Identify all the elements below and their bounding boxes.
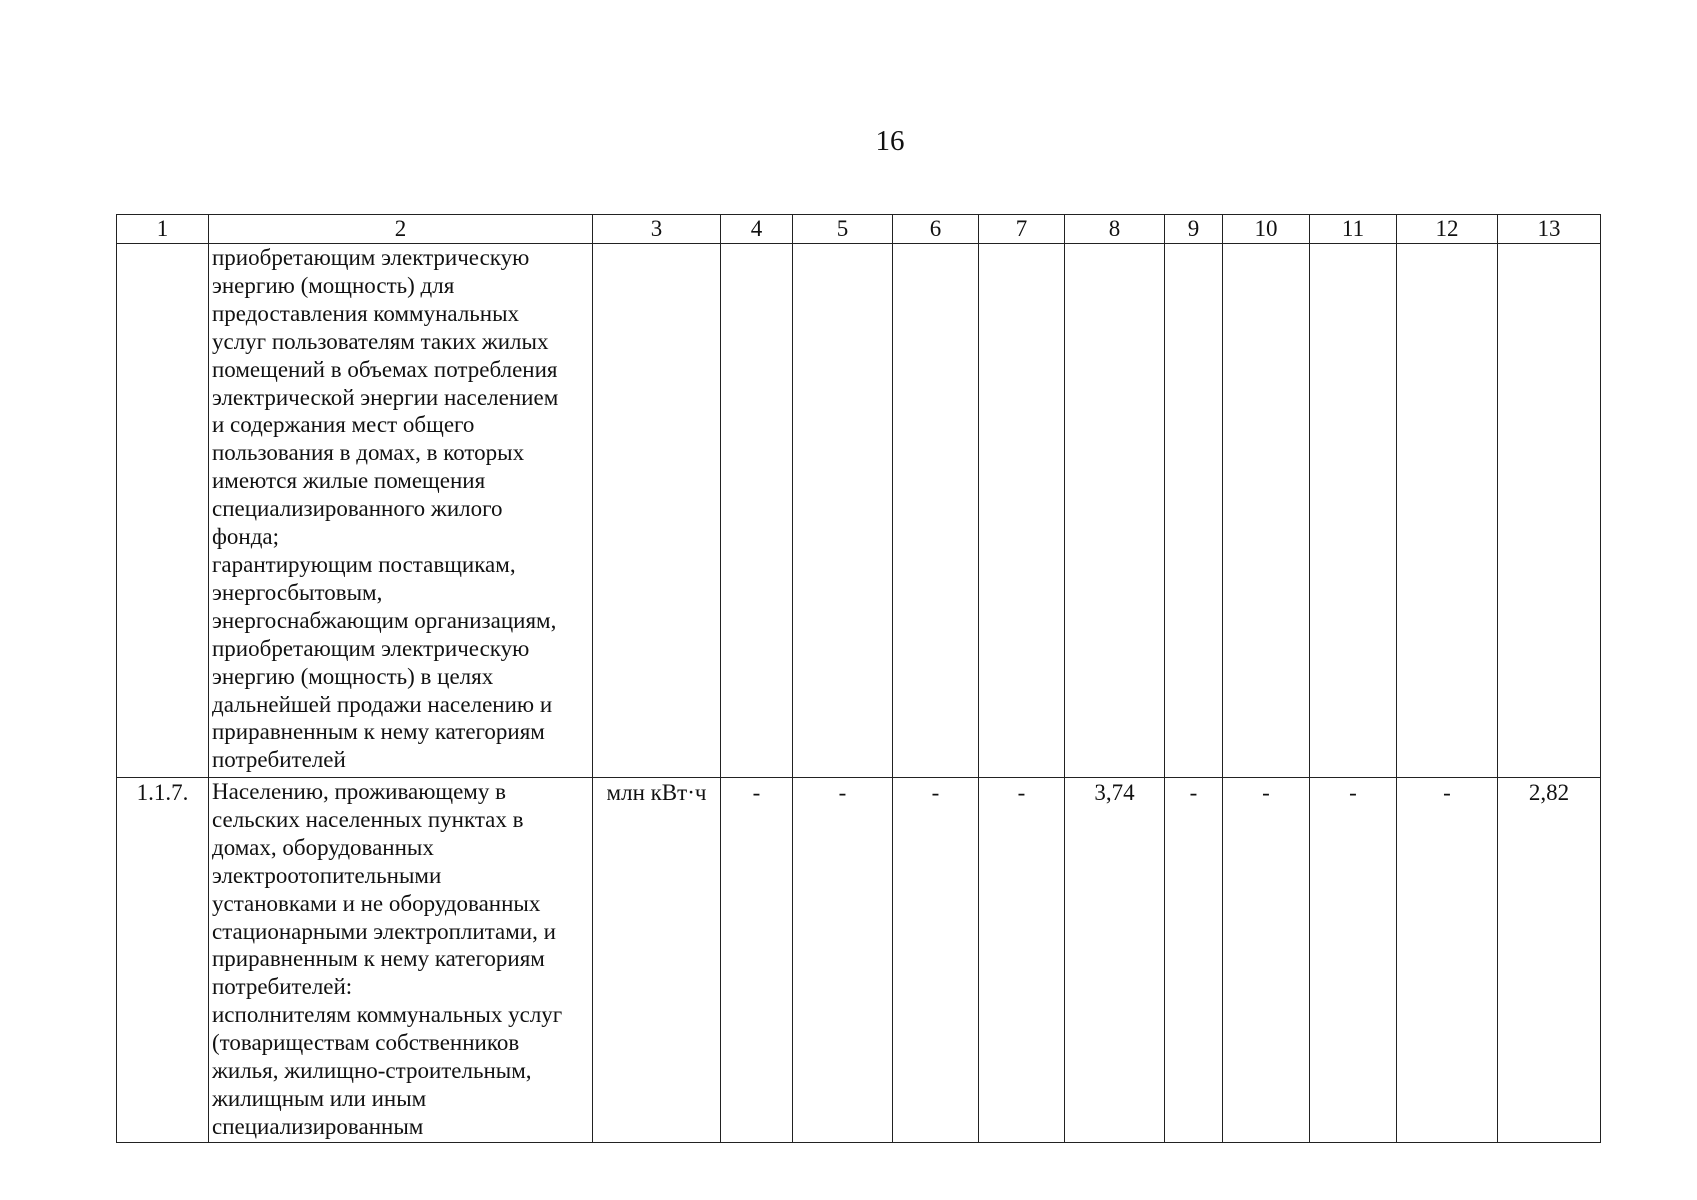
value-cell-12 — [1397, 244, 1498, 778]
value-cell-4 — [721, 244, 793, 778]
data-table — [116, 214, 1601, 1143]
row-number-cell: 1.1.7. — [117, 778, 209, 1143]
column-header-4: 4 — [721, 215, 793, 244]
value-cell-5: - — [793, 778, 893, 1143]
column-header-1: 1 — [117, 215, 209, 244]
column-header-3: 3 — [593, 215, 721, 244]
table-row — [117, 778, 1601, 1143]
unit-cell — [593, 244, 721, 778]
table-row — [117, 244, 1601, 778]
value-cell-5 — [793, 244, 893, 778]
column-header-10: 10 — [1223, 215, 1310, 244]
column-header-2: 2 — [209, 215, 593, 244]
value-cell-8: 3,74 — [1065, 778, 1165, 1143]
value-cell-6: - — [893, 778, 979, 1143]
description-cell: Населению, проживающему в сельских населенных пунктах в домах, оборудованных электроотопительными установками и не оборудованных стационарными электроплитами, и приравненным к нему категориям потребителей: исполнителям коммунальных услуг (товариществам собственников жилья, жилищно-строительным, жилищным или иным специализированным — [209, 778, 593, 1143]
value-cell-11: - — [1310, 778, 1397, 1143]
page-number: 16 — [875, 125, 905, 157]
value-cell-11 — [1310, 244, 1397, 778]
column-header-13: 13 — [1498, 215, 1601, 244]
value-cell-10 — [1223, 244, 1310, 778]
value-cell-9: - — [1165, 778, 1223, 1143]
row-number-cell — [117, 244, 209, 778]
value-cell-10: - — [1223, 778, 1310, 1143]
column-header-8: 8 — [1065, 215, 1165, 244]
table-header-row — [117, 215, 1601, 244]
value-cell-13: 2,82 — [1498, 778, 1601, 1143]
column-header-7: 7 — [979, 215, 1065, 244]
column-header-9: 9 — [1165, 215, 1223, 244]
value-cell-12: - — [1397, 778, 1498, 1143]
value-cell-7 — [979, 244, 1065, 778]
description-cell: приобретающим электрическую энергию (мощность) для предоставления коммунальных услуг пользователям таких жилых помещений в объемах потребления электрической энергии населением и содержания мест общего пользования в домах, в которых имеются жилые помещения специализированного жилого фонда; гарантирующим поставщикам, энергосбытовым, энергоснабжающим организациям, приобретающим электрическую энергию (мощность) в целях дальнейшей продажи населению и приравненным к нему категориям потребителей — [209, 244, 593, 778]
column-header-11: 11 — [1310, 215, 1397, 244]
unit-cell: млн кВт·ч — [593, 778, 721, 1143]
column-header-6: 6 — [893, 215, 979, 244]
value-cell-7: - — [979, 778, 1065, 1143]
value-cell-9 — [1165, 244, 1223, 778]
column-header-12: 12 — [1397, 215, 1498, 244]
value-cell-8 — [1065, 244, 1165, 778]
column-header-5: 5 — [793, 215, 893, 244]
value-cell-6 — [893, 244, 979, 778]
value-cell-13 — [1498, 244, 1601, 778]
value-cell-4: - — [721, 778, 793, 1143]
